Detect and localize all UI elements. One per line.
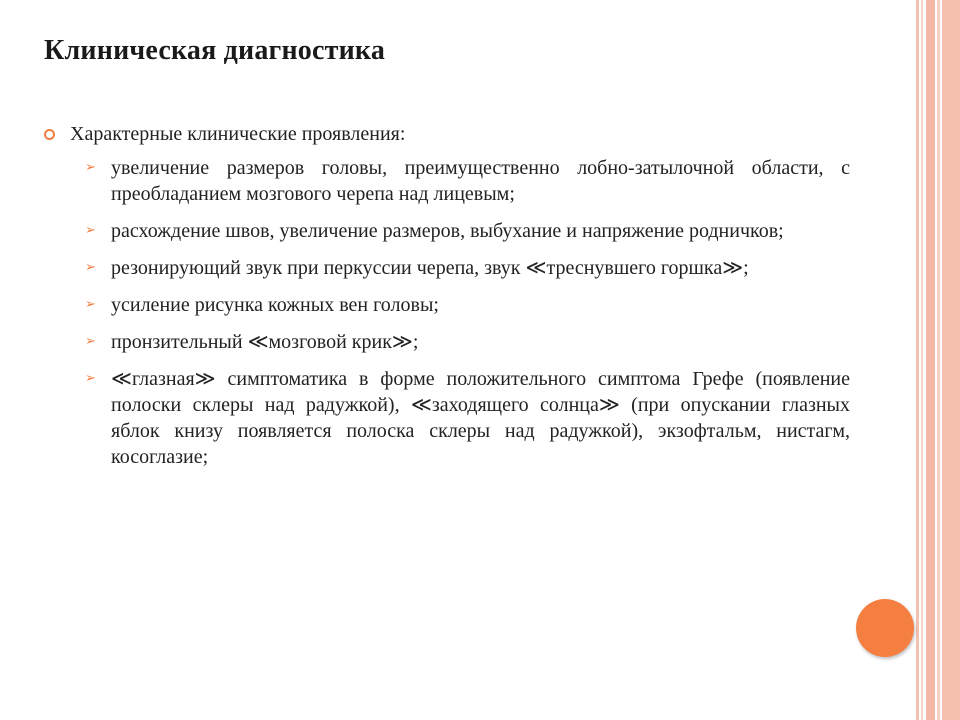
list-item bbox=[44, 255, 850, 281]
slide-content bbox=[44, 121, 850, 481]
intro-text: Характерные клинические проявления: bbox=[70, 123, 406, 145]
arrowhead-bullet-icon: ➢ bbox=[85, 223, 96, 238]
arrowhead-bullet-icon: ➢ bbox=[85, 371, 96, 386]
list-item-text: пронзительный ≪мозговой крик≫; bbox=[111, 331, 419, 353]
list-item-text: увеличение размеров головы, преимущественно лобно-затылочной области, с преобладанием мозгового черепа над лицевым; bbox=[111, 157, 850, 205]
list-item bbox=[44, 366, 850, 470]
stripe bbox=[916, 0, 919, 720]
stripe bbox=[942, 0, 960, 720]
stripe bbox=[921, 0, 923, 720]
list-item-text: ≪глазная≫ симптоматика в форме положительного симптома Грефе (появление полоски склеры над радужкой), ≪заходящего солнца≫ (при опускании глазных яблок книзу появляется полоска склеры над радужкой), экзофтальм, нистагм, косоглазие; bbox=[111, 368, 850, 468]
decorative-side-stripes bbox=[916, 0, 960, 720]
stripe bbox=[937, 0, 940, 720]
list-item bbox=[44, 218, 850, 244]
arrowhead-bullet-icon: ➢ bbox=[85, 160, 96, 175]
stripe bbox=[926, 0, 935, 720]
decorative-orange-circle bbox=[856, 599, 914, 657]
arrowhead-bullet-icon: ➢ bbox=[85, 334, 96, 349]
list-item-text: расхождение швов, увеличение размеров, выбухание и напряжение родничков; bbox=[111, 220, 784, 242]
arrowhead-bullet-icon: ➢ bbox=[85, 297, 96, 312]
list-item bbox=[44, 292, 850, 318]
slide-title: Клиническая диагностика bbox=[44, 35, 386, 66]
list-item-text: резонирующий звук при перкуссии черепа, звук ≪треснувшего горшка≫; bbox=[111, 257, 749, 279]
ring-bullet-icon bbox=[44, 129, 55, 140]
intro-bullet bbox=[44, 121, 850, 147]
arrowhead-bullet-icon: ➢ bbox=[85, 260, 96, 275]
list-item bbox=[44, 155, 850, 207]
symptom-list bbox=[44, 155, 850, 470]
list-item bbox=[44, 329, 850, 355]
list-item-text: усиление рисунка кожных вен головы; bbox=[111, 294, 439, 316]
